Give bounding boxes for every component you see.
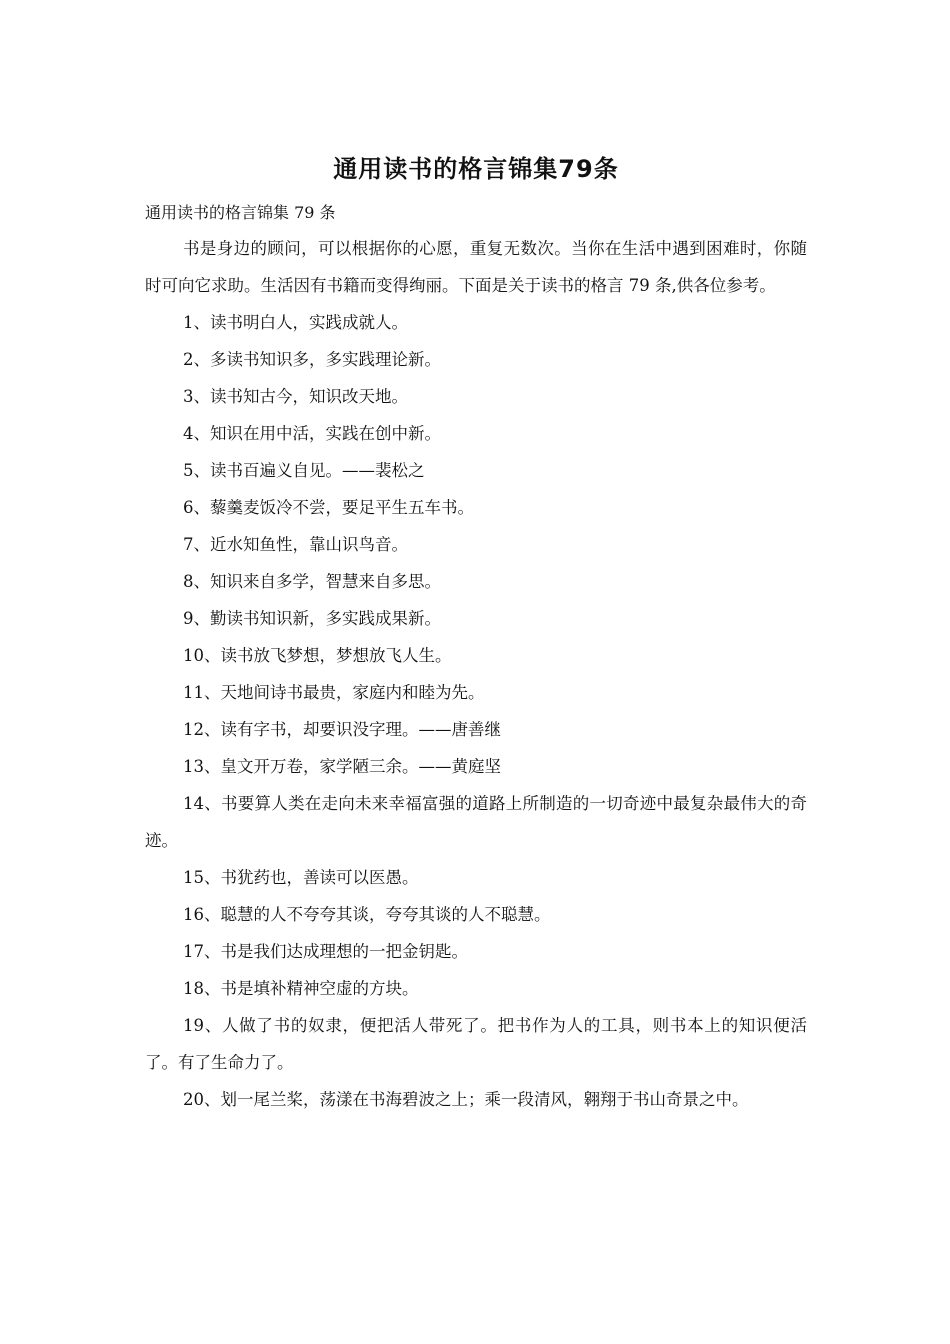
- list-item: 11、天地间诗书最贵，家庭内和睦为先。: [183, 683, 485, 702]
- list-item: 4、知识在用中活，实践在创中新。: [183, 424, 441, 443]
- list-item: 15、书犹药也，善读可以医愚。: [183, 868, 419, 887]
- list-item: 7、近水知鱼性，靠山识鸟音。: [183, 535, 408, 554]
- list-item: 2、多读书知识多，多实践理论新。: [183, 350, 441, 369]
- list-item: 16、聪慧的人不夸夸其谈，夸夸其谈的人不聪慧。: [183, 905, 551, 924]
- list-item: 5、读书百遍义自见。——裴松之: [183, 461, 425, 480]
- list-item: 8、知识来自多学，智慧来自多思。: [183, 572, 441, 591]
- list-item: 1、读书明白人，实践成就人。: [183, 313, 408, 332]
- list-item: 9、勤读书知识新，多实践成果新。: [183, 609, 441, 628]
- document-title: 通用读书的格言锦集79条: [333, 155, 619, 183]
- list-item: 20、划一尾兰桨，荡漾在书海碧波之上；乘一段清风，翱翔于书山奇景之中。: [183, 1090, 749, 1109]
- list-item: 6、藜羹麦饭冷不尝，要足平生五车书。: [183, 498, 474, 517]
- list-item: 19、人做了书的奴隶，便把活人带死了。把书作为人的工具，则书本上的知识便活了。有了生命力了。: [145, 1016, 807, 1072]
- list-item: 12、读有字书，却要识没字理。——唐善继: [183, 720, 501, 739]
- intro-paragraph: 书是身边的顾问，可以根据你的心愿，重复无数次。当你在生活中遇到困难时，你随时可向它求助。生活因有书籍而变得绚丽。下面是关于读书的格言 79 条,供各位参考。: [145, 239, 807, 295]
- list-item: 18、书是填补精神空虚的方块。: [183, 979, 419, 998]
- list-item: 10、读书放飞梦想，梦想放飞人生。: [183, 646, 452, 665]
- document-page: [145, 148, 807, 1118]
- list-item: 17、书是我们达成理想的一把金钥匙。: [183, 942, 468, 961]
- document-subtitle: 通用读书的格言锦集 79 条: [145, 203, 336, 222]
- list-item: 3、读书知古今，知识改天地。: [183, 387, 408, 406]
- list-item: 14、书要算人类在走向未来幸福富强的道路上所制造的一切奇迹中最复杂最伟大的奇迹。: [145, 794, 807, 850]
- list-item: 13、皇文开万卷，家学陋三余。——黄庭坚: [183, 757, 501, 776]
